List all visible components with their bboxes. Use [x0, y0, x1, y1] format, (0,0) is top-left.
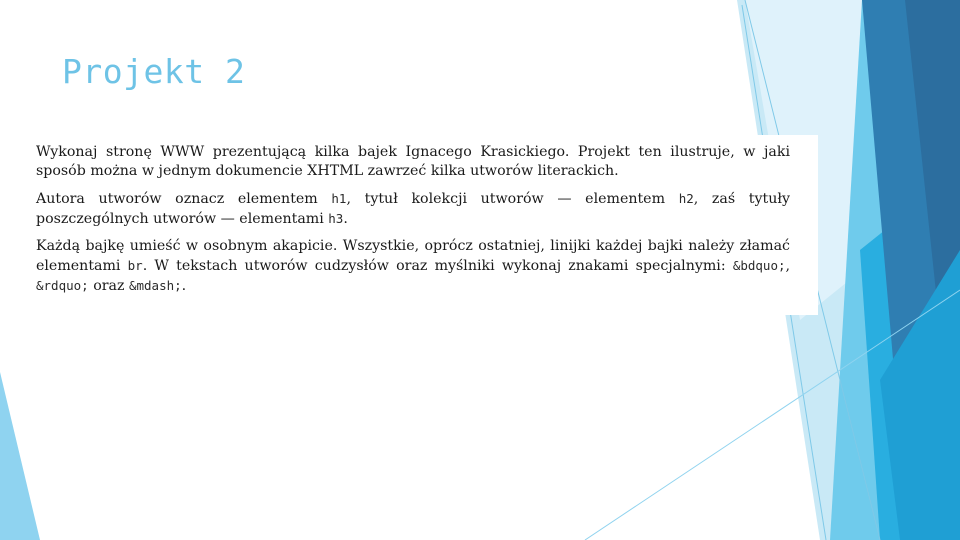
left-edge-shape [0, 372, 40, 540]
task-paragraph-2 [36, 189, 790, 229]
code-bdquo: &bdquo; [732, 258, 786, 273]
code-br: br [127, 258, 143, 273]
paragraph-text: , tytuł kolekcji utworów — elementem [346, 191, 679, 207]
code-h3: h3 [328, 211, 344, 226]
paragraph-text: , zaś tytuły poszczególnych utworów — elementami [36, 191, 790, 227]
slide-title: Projekt 2 [62, 52, 246, 91]
paragraph-text: Wykonaj stronę WWW prezentującą kilka bajek Ignacego Krasickiego. Projekt ten ilustruje, w jaki sposób można w jednym dokumencie XHTML zawrzeć kilka utworów literackich. [36, 144, 790, 179]
task-paragraph-1 [36, 143, 790, 181]
paragraph-text: oraz [88, 278, 129, 294]
paragraph-text: . [343, 211, 348, 227]
paragraph-text: Autora utworów oznacz elementem [36, 191, 332, 207]
code-rdquo: &rdquo; [36, 278, 89, 293]
code-h1: h1 [331, 191, 347, 206]
code-mdash: &mdash; [128, 278, 182, 293]
task-paragraph-3 [36, 237, 790, 296]
paragraph-text: Każdą bajkę umieść w osobnym akapicie. Wszystkie, oprócz ostatniej, linijki każdej bajki należy złamać elementami [36, 238, 790, 274]
paragraph-text: , [785, 258, 791, 274]
task-description-box [27, 135, 818, 315]
paragraph-text: . W tekstach utworów cudzysłów oraz myślniki wykonaj znakami specjalnymi: [142, 258, 733, 274]
code-h2: h2 [678, 191, 694, 206]
paragraph-text: . [181, 278, 187, 294]
